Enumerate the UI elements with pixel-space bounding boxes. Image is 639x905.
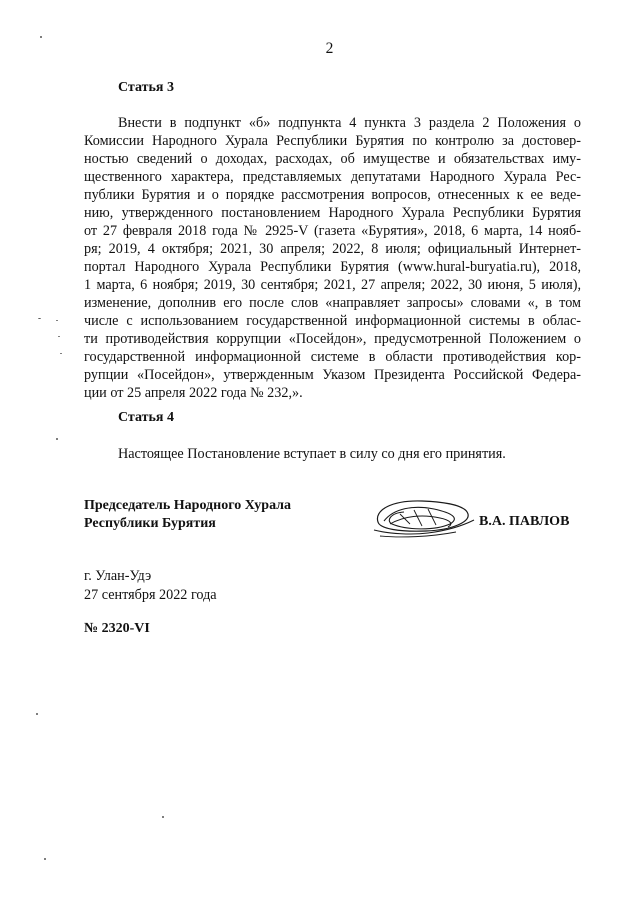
document-number: № 2320-VI — [84, 621, 150, 636]
signer-title-line: Республики Бурятия — [84, 516, 216, 531]
scan-speck — [60, 353, 62, 354]
city: г. Улан-Удэ — [84, 568, 152, 584]
article-3-line: нию, утвержденного постановлением Народного Хурала Республики Бурятия — [84, 205, 581, 221]
signer-name: В.А. ПАВЛОВ — [479, 514, 570, 529]
scan-speck — [58, 336, 60, 337]
scan-speck — [56, 320, 58, 321]
article-3-line: ции от 25 апреля 2022 года № 232,». — [84, 385, 303, 401]
adoption-date: 27 сентября 2022 года — [84, 587, 217, 603]
article-3-line: ностью сведений о доходах, расходах, об имуществе и обязательствах иму- — [84, 151, 581, 167]
article-3-line: ти противодействия коррупции «Посейдон», предусмотренной Положением о — [84, 331, 581, 347]
article-3-line: изменение, дополнив его после слов «направляет запросы» словами «, в том — [84, 295, 581, 311]
article-3-line: ря; 2019, 4 октября; 2021, 30 апреля; 2022, 8 июля; официальный Интернет- — [84, 241, 581, 257]
article-3-line: Внести в подпункт «б» подпункта 4 пункта 3 раздела 2 Положения о — [118, 115, 581, 131]
article-4-heading: Статья 4 — [118, 410, 174, 425]
signer-title-line: Председатель Народного Хурала — [84, 498, 292, 513]
article-3-line: Комиссии Народного Хурала Республики Бурятия по контролю за достовер- — [84, 133, 581, 149]
scan-speck — [38, 318, 41, 319]
scan-speck — [44, 858, 46, 860]
scan-speck — [40, 36, 42, 38]
article-4-text: Настоящее Постановление вступает в силу со дня его принятия. — [118, 446, 506, 462]
article-3-line: портал Народного Хурала Республики Бурятия (www.hural-buryatia.ru), 2018, — [84, 259, 581, 275]
scan-speck — [36, 713, 38, 715]
article-3-line: рупции «Посейдон», утвержденным Указом Президента Российской Федера- — [84, 367, 581, 383]
article-3-line: щественного характера, представляемых депутатами Народного Хурала Рес- — [84, 169, 581, 185]
article-3-heading: Статья 3 — [118, 80, 174, 95]
article-3-line: публики Бурятия и о порядке рассмотрения вопросов, отнесенных к ее веде- — [84, 187, 581, 203]
scan-speck — [162, 816, 164, 818]
page-number: 2 — [325, 40, 334, 57]
signer-title — [84, 497, 291, 533]
article-3-line: государственной информационной системе в области противодействия кор- — [84, 349, 581, 365]
place-and-date — [84, 567, 217, 605]
scan-speck — [56, 438, 58, 440]
article-3-line: от 27 февраля 2018 года № 2925-V (газета «Бурятия», 2018, 6 марта, 14 нояб- — [84, 223, 581, 239]
article-3-line: 1 марта, 6 ноября; 2019, 30 сентября; 2021, 27 апреля; 2022, 30 июня, 5 июля), — [84, 277, 581, 293]
handwritten-signature — [370, 496, 478, 542]
article-3-line: числе с использованием государственной информационной системы в облас- — [84, 313, 581, 329]
